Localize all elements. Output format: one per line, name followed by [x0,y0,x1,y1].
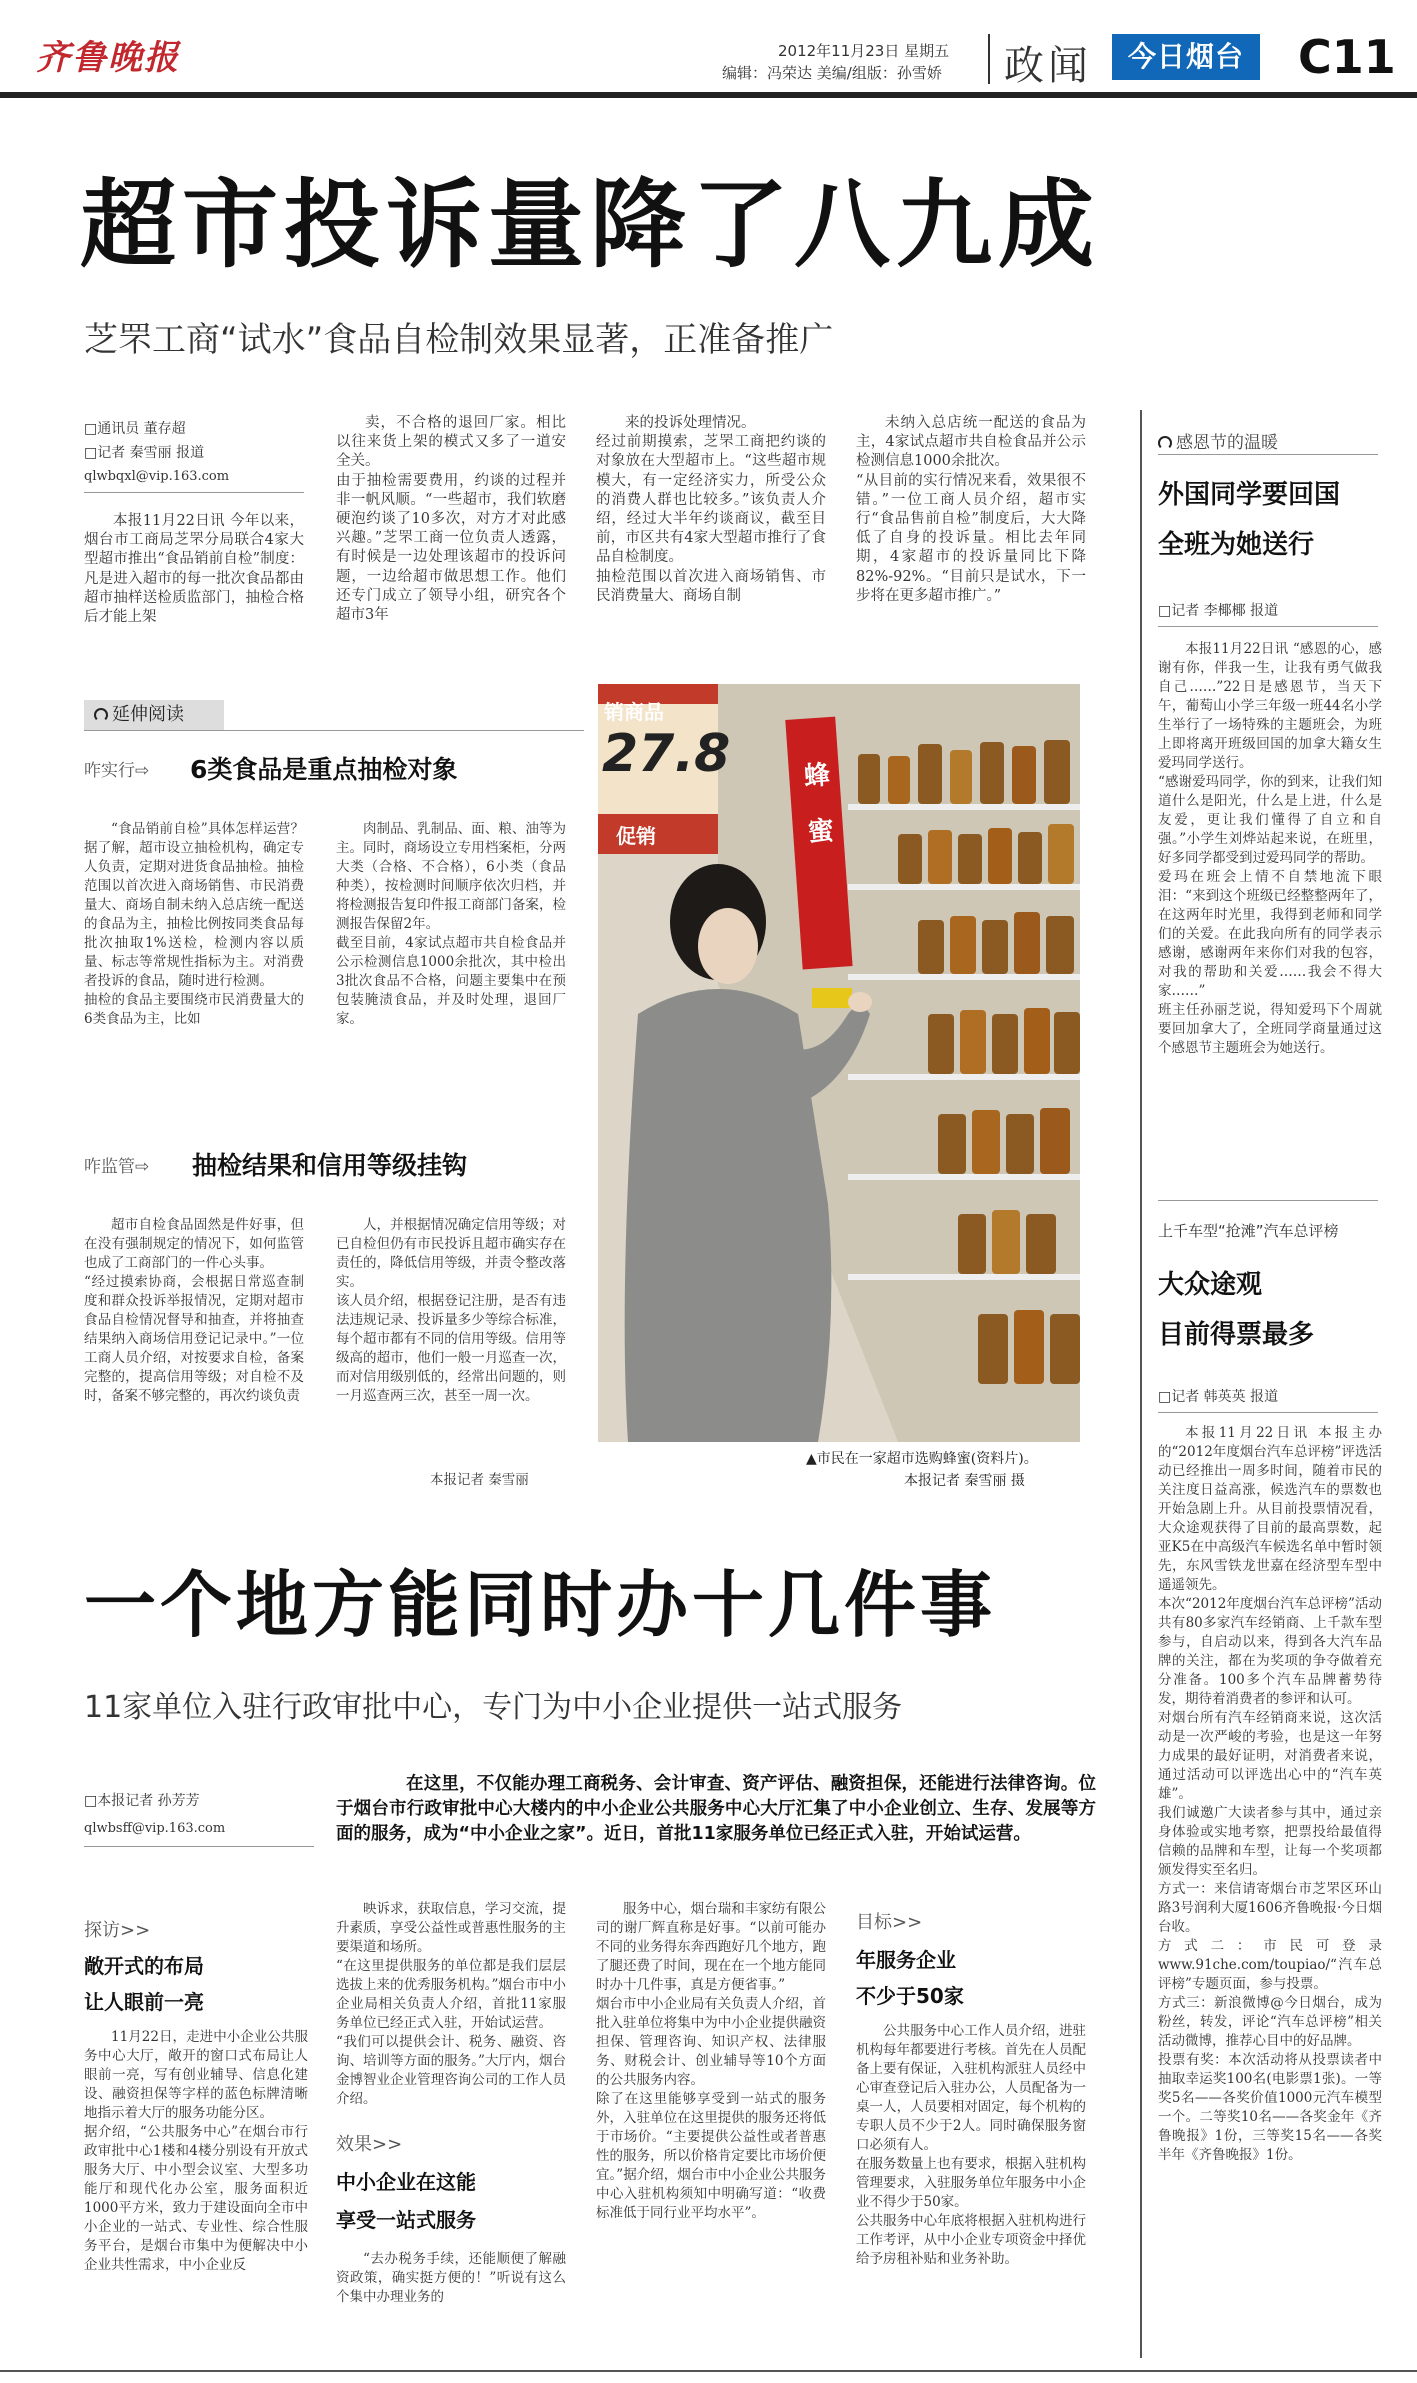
headline-2: 一个地方能同时办十几件事 [84,1563,997,1647]
photo-credit: 本报记者 秦雪丽 摄 [904,1473,1025,1489]
section-badge: 今日烟台 [1112,34,1260,80]
q2-colB [336,1216,566,1456]
s2-col-bottom-text: “去办税务手续，还能顺便了解融资政策，确实挺方便的！”听说有这么个集中办理业务的 [336,2251,566,2305]
s3-title-1: 年服务企业 [856,1948,956,1972]
photo-caption: ▲市民在一家超市选购蜂蜜(资料片)。 [806,1451,1038,1467]
s3-title-2: 不少于50家 [856,1984,964,2008]
page-bottom-rule [0,2370,1417,2372]
story1-col4-text: 未纳入总店统一配送的食品为主，4家试点超市共自检食品并公示检测信息1000余批次。 “从目前的实行情况来看，效果很不错。”一位工商人员介绍，超市实行“食品售前自检”制度后，大大降低了自身的投诉量。相比去年同期，4家超市的投诉量同比下降82%-92%。“目前只是试水，下一步将在更多超市推广。” [856,415,1086,604]
side1-byline: □记者 李椰椰 报道 [1158,603,1279,619]
newspaper-logo: 齐鲁晚报 [36,38,180,78]
page-number: C11 [1298,30,1396,84]
side1-byline-rule [1158,626,1378,627]
story2-byline-rule [84,1846,314,1847]
ext-tag-label: 延伸阅读 [112,704,184,725]
story1-col3 [596,414,826,644]
side1-title-1: 外国同学要回国 [1158,480,1341,510]
half-circle-tag-icon [1158,436,1172,450]
side2-top-rule [1158,1200,1378,1201]
q1-label: 咋实行⇨ [84,761,150,781]
side1-tag-label: 感恩节的温暖 [1176,433,1278,453]
story1-col1-text: 本报11月22日讯 今年以来，烟台市工商局芝罘分局联合4家大型超市推出“食品销前自检”制度：凡是进入超市的每一批次食品都由超市抽样送检质监部门，抽检合格后才能上架 [84,513,304,626]
q2-colA [84,1216,304,1496]
masthead-divider [988,34,990,84]
story2-lead-text: 在这里，不仅能办理工商税务、会计审查、资产评估、融资担保，还能进行法律咨询。位于烟台市行政审批中心大楼内的中小企业公共服务中心大厅汇集了中小企业创立、生存、发展等方面的服务，成为“中小企业之家”。近日，首批11家服务单位已经正式入驻，开始试运营。 [336,1774,1096,1844]
section-title: 政闻 [1004,43,1092,89]
s4-col-text: 公共服务中心工作人员介绍，进驻机构每年都要进行考核。首先在人员配备上要有保证，入驻机构派驻人员经中心审查登记后入驻办公，人员配备为一桌一人，人员要相对固定，每个机构的专职人员不少于2人。同时确保服务窗口必须有人。 在服务数量上也有要求，根据入驻机构管理要求，入驻服务单位年服务中小企业不得少于50家。 公共服务中心年底将根据入驻机构进行工作考评，从中小企业专项资金中择优给予房租补贴和业务补助。 [856,2023,1086,2267]
q2-colB-text: 人，并根据情况确定信用等级；对已自检但仍有市民投诉且超市确实存在责任的，降低信用等级，并责令整改落实。 该人员介绍，根据登记注册，是否有违法违规记录、投诉量多少等综合标准，每个超市都有不同的信用等级。信用等级高的超市，他们一般一月巡查一次，而对信用级别低的，经常出问题的，则一月巡查两三次，甚至一周一次。 [336,1217,566,1404]
photo-promo: 促销 [616,824,656,848]
s2-col-top [336,1900,566,2110]
ext-tag [84,700,224,730]
story1-col2 [336,414,566,644]
q1-colB [336,820,566,1120]
s1-tag: 探访>> [84,1920,151,1941]
deck-2: 11家单位入驻行政审批中心，专门为中小企业提供一站式服务 [84,1690,903,1725]
side1-body-text: 本报11月22日讯 “感恩的心，感谢有你，伴我一生，让我有勇气做我自己……”22日是感恩节，当天下午，葡萄山小学三年级一班44名小学生举行了一场特殊的主题班会，为班上即将离开班级回国的加拿大籍女生爱玛同学送行。 “感谢爱玛同学，你的到来，让我们知道什么是阳光，什么是上进，什么是友爱，更让我们懂得了自立和自强。”小学生刘烨站起来说，在班里，好多同学都受到过爱玛同学的帮助。 爱玛在班会上情不自禁地流下眼泪：“来到这个班级已经整整两年了，在这两年时光里，我得到老师和同学们的关爱。在此我向所有的同学表示感谢，感谢两年来你们对我的包容，对我的帮助和关爱……我会不得大家……” 班主任孙丽芝说，得知爱玛下个周就要回加拿大了，全班同学商量通过这个感恩节主题班会为她送行。 [1158,641,1382,1056]
story2-email: qlwbsff@vip.163.com [84,1821,226,1836]
s2-col-top-text: 映诉求，获取信息，学习交流，提升素质，享受公益性或普惠性服务的主要渠道和场所。 “在这里提供服务的单位都是我们层层选拔上来的优秀服务机构。”烟台市中小企业局相关负责人介绍，首批11家服务单位已经正式入驻，开始试运营。 “我们可以提供会计、税务、融资、咨询、培训等方面的服务。”大厅内，烟台金博智业企业管理咨询公司的工作人员介绍。 [336,1901,566,2107]
side2-title-2: 目前得票最多 [1158,1320,1315,1350]
side2-byline: □记者 韩英英 报道 [1158,1389,1279,1405]
photo-sign: 蜂蜜 [803,760,835,848]
story1-col4 [856,414,1086,644]
s1-title-2: 让人眼前一亮 [84,1990,204,2014]
q1-colA-text: “食品销前自检”具体怎样运营？据了解，超市设立抽检机构，确定专人负责，定期对进货食品抽检。抽检范围以首次进入商场销售、市民消费量大、商场自制未纳入总店统一配送的食品为主，抽检比例按同类食品每批次抽取1%送检，检测内容以质量、标志等常规性指标为主。对消费者投诉的食品，随时进行检测。 抽检的食品主要围绕市民消费量大的6类食品为主，比如 [84,821,304,1027]
photo-price: 27.8 [602,724,731,784]
byline-correspondent: □通讯员 董存超 [84,421,186,437]
story1-col1 [84,512,304,652]
s3-tag: 目标>> [856,1912,923,1933]
deck-1: 芝罘工商“试水”食品自检制效果显著，正准备推广 [84,320,834,360]
s2-col-bottom [336,2250,566,2350]
q1-title: 6类食品是重点抽检对象 [190,755,458,784]
side1-body [1158,640,1382,1180]
side2-kicker: 上千车型“抢滩”汽车总评榜 [1158,1222,1339,1240]
s2-title-1: 中小企业在这能 [336,2170,476,2194]
q1-colB-text: 肉制品、乳制品、面、粮、油等为主。同时，商场设立专用档案柜，分两大类（合格、不合格），6小类（食品种类），按检测时间顺序依次归档，并将检测报告复印件报工商部门备案，检测报告保留2年。 截至目前，4家试点超市共自检食品并公示检测信息1000余批次，其中检出3批次食品不合格，问题主要集中在预包装腌渍食品，并及时处理，退回厂家。 [336,821,566,1027]
side2-title-1: 大众途观 [1158,1270,1263,1300]
side2-body [1158,1424,1382,2344]
photo-banner: 销商品 [604,700,664,724]
story1-col3-text: 来的投诉处理情况。 经过前期摸索，芝罘工商把约谈的对象放在大型超市上。“这些超市规模大，有一定经济实力，所受公众的消费人群也比较多。”该负责人介绍，经过大半年约谈商议，截至目前，市区共有4家大型超市推行了食品自检制度。 抽检范围以首次进入商场销售、市民消费量大、商场自制 [596,415,826,604]
side1-tag-rule [1158,454,1378,455]
s4-col [856,2022,1086,2352]
side2-byline-rule [1158,1412,1378,1413]
q2-colA-text: 超市自检食品固然是件好事，但在没有强制规定的情况下，如何监管也成了工商部门的一件心头事。 “经过摸索协商，会根据日常巡查制度和群众投诉举报情况，定期对超市食品自检情况督导和抽查，并将抽查结果纳入商场信用登记记录中。”一位工商人员介绍，对按要求自检，备案完整的，提高信用等级；对自检不及时，备案不够完整的，再次约谈负责 [84,1217,304,1404]
headline-1: 超市投诉量降了八九成 [80,169,1100,281]
reporter-email: qlwbqxl@vip.163.com [84,469,230,484]
s1-body [84,2028,308,2358]
side1-title-2: 全班为她送行 [1158,530,1315,560]
s3-col [596,1900,826,2360]
half-circle-tag-icon [94,708,108,722]
ext-tag-rule [84,730,584,731]
masthead-rule [0,92,1417,98]
q2-title: 抽检结果和信用等级挂钩 [192,1151,468,1180]
story2-byline: □本报记者 孙芳芳 [84,1793,200,1809]
editors-line: 编辑：冯荣达 美编/组版：孙雪娇 [722,64,942,82]
sidebar-rule [1140,410,1142,2358]
s2-tag: 效果>> [336,2134,403,2155]
byline-underline [84,492,304,493]
issue-date: 2012年11月23日 星期五 [778,42,950,60]
story2-lead [336,1772,1096,1882]
photo-illustration [598,684,1080,1442]
q2-sign: 本报记者 秦雪丽 [430,1472,529,1488]
s1-title-1: 敞开式的布局 [84,1954,204,1978]
side2-body-text: 本报11月22日讯 本报主办的“2012年度烟台汽车总评榜”评选活动已经推出一周多时间，随着市民的关注度日益高涨，候选汽车的票数也开始急剧上升。从目前投票情况看，大众途观获得了目前的最高票数，起亚K5在中高级汽车候选名单中暂时领先，东风雪铁龙世嘉在经济型车型中遥遥领先。 本次“2012年度烟台汽车总评榜”活动共有80多家汽车经销商、上千款车型参与，自启动以来，得到各大汽车品牌的关注，都在为奖项的争夺做着充分准备。100多个汽车品牌蓄势待发，期待着消费者的参评和认可。 对烟台所有汽车经销商来说，这次活动是一次严峻的考验，也是这一年努力成果的最好证明，对消费者来说，通过活动可以评选出心中的“汽车英雄”。 我们诚邀广大读者参与其中，通过亲身体验或实地考察，把票投给最值得信赖的品牌和车型，让每一个奖项都颁发得实至名归。 方式一：来信请寄烟台市芝罘区环山路3号润利大厦1606齐鲁晚报·今日烟台收。 方式二：市民可登录www.91che.com/toupiao/“汽车总评榜”专题页面，参与投票。 方式三：新浪微博@今日烟台，成为粉丝，转发，评论“汽车总评榜”相关活动微博，推荐心目中的好品牌。 投票有奖：本次活动将从投票读者中抽取幸运奖100名(电影票1张)。一等奖5名——各奖价值1000元汽车模型一个。二等奖10名——各奖金年《齐鲁晚报》1份，三等奖15名——各奖半年《齐鲁晚报》1份。 [1158,1425,1382,2163]
s2-title-2: 享受一站式服务 [336,2208,476,2232]
s3-col-text: 服务中心，烟台瑞和丰家纺有限公司的谢厂辉直称是好事。“以前可能办不同的业务得东奔西跑好几个地方，跑了腿还费了时间，现在在一个地方能同时办十几件事，真是方便省事。” 烟台市中小企业局有关负责人介绍，首批入驻单位将集中为中小企业提供融资担保、管理咨询、知识产权、法律服务、财税会计、创业辅导等10个方面的公共服务内容。 除了在这里能够享受到一站式的服务外，入驻单位在这里提供的服务还将低于市场价。“主要提供公益性或者普惠性的服务，所以价格肯定要比市场价便宜。”据介绍，烟台市中小企业公共服务中心入驻机构须知中明确写道：“收费标准低于同行业平均水平”。 [596,1901,826,2221]
masthead [0,0,1417,98]
q2-label: 咋监管⇨ [84,1157,150,1177]
side1-tag [1158,428,1278,453]
byline-reporter: □记者 秦雪丽 报道 [84,445,205,461]
supermarket-photo [598,684,1080,1442]
story1-col2-text: 卖，不合格的退回厂家。相比以往来货上架的模式又多了一道安全关。 由于抽检需要费用，约谈的过程并非一帆风顺。“一些超市，我们软磨硬泡约谈了10多次，对方才对此感兴趣。”芝罘工商一位负责人透露，有时候是一边处理该超市的投诉问题，一边给超市做思想工作。他们还专门成立了领导小组，研究各个超市3年 [336,415,566,624]
s1-body-text: 11月22日，走进中小企业公共服务中心大厅，敞开的窗口式布局让人眼前一亮，写有创业辅导、信息化建设、融资担保等字样的蓝色标牌清晰地指示着大厅的服务功能分区。 据介绍，“公共服务中心”在烟台市行政审批中心1楼和4楼分别设有开放式服务大厅、中小型会议室、大型多功能厅和现代化办公室，服务面积近1000平方米，致力于建设面向全市中小企业的一站式、专业性、综合性服务平台，是烟台市集中为便解决中小企业共性需求，中小企业反 [84,2029,308,2273]
q1-colA [84,820,304,1120]
